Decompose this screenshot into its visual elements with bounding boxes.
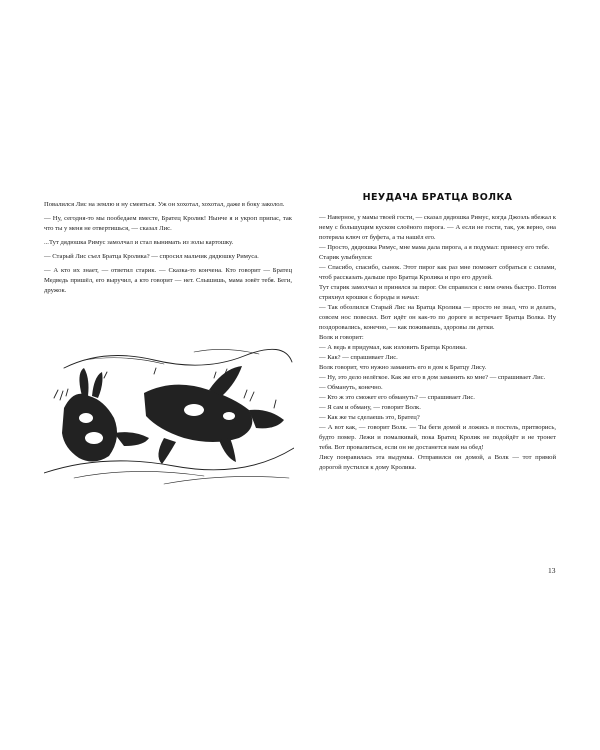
paragraph: Повалился Лис на землю и ну смеяться. Уж он хохотал, хохотал, даже в боку заколол. xyxy=(44,201,285,208)
paragraph: — Старый Лис съел Братца Кролика? — спросил мальчик дядюшку Римуса. xyxy=(44,253,259,260)
paragraph: ...Тут дядюшка Римус замолчал и стал вынимать из золы картошку. xyxy=(44,239,234,246)
paragraph: — Обмануть, конечно. xyxy=(319,384,383,391)
paragraph: — Ну, сегодня-то мы пообедаем вместе, Братец Кролик! Нынче я и укроп припас, так что ты у меня не отвертишься, — сказал Лис. xyxy=(44,215,292,232)
right-column xyxy=(319,192,556,473)
paragraph: — А вот как, — говорит Волк. — Ты беги домой и ложись в постель, притворись, будто помер. Лежи и помалкивай, пока Братец Кролик не подойдёт и не тронет тебя. Вот провалиться, если он не достанется нам на обед! xyxy=(319,424,556,451)
chapter-title: НЕУДАЧА БРАТЦА ВОЛКА xyxy=(362,192,513,203)
paragraph: — А ведь я придумал, как изловить Братца Кролика. xyxy=(319,344,467,351)
paragraph: — Как же ты сделаешь это, Братец? xyxy=(319,414,420,421)
paragraph: — Я сам и обману, — говорит Волк. xyxy=(319,404,421,411)
paragraph: — Так обозлился Старый Лис на Братца Кролика — просто не знал, что и делать, совсем нос повесил. Вот идёт он как-то по дороге и встречает Братца Волка. Ну поздоровались, конечно, — как поживаешь, здоровы ли детки. xyxy=(319,304,556,331)
paragraph: Старик улыбнулся: xyxy=(319,254,373,261)
page-number: 13 xyxy=(548,566,556,575)
illustration-fox-and-rabbit xyxy=(44,338,294,488)
paragraph: — Спасибо, спасибо, сынок. Этот пирог как раз мне поможет собраться с силами, чтоб рассказать дальше про Братца Кролика и про его друзей. xyxy=(319,264,556,281)
left-column xyxy=(44,200,292,296)
paragraph: — Кто ж это сможет его обмануть? — спрашивает Лис. xyxy=(319,394,475,401)
paragraph: — А кто их знает, — ответил старик. — Сказка-то кончена. Кто говорит — Братец Медведь пришёл, его выручил, а кто говорит — нет. Слышишь, мама зовёт тебя. Беги, дружок. xyxy=(44,267,292,294)
paragraph: — Наверное, у мамы твоей гости, — сказал дядюшка Римус, когда Джоэль вбежал к нему с большущим куском слоёного пирога. — А если не гости, так, уж верно, она потеряла ключ от буфета, а ты нашёл его. xyxy=(319,214,557,241)
paragraph: Волк говорит, что нужно заманить его в дом к Братцу Лису. xyxy=(319,364,487,371)
paragraph: Лису понравилась эта выдумка. Отправился он домой, а Волк — тот прямой дорогой пустился к дому Кролика. xyxy=(319,454,556,471)
paragraph: — Ну, это дело нелёгкое. Как же его в дом заманить ко мне? — спрашивает Лис. xyxy=(319,374,546,381)
paragraph: Волк и говорит: xyxy=(319,334,364,341)
paragraph: — Просто, дядюшка Римус, мне мама дала пирога, а я подумал: принесу его тебе. xyxy=(319,244,550,251)
paragraph: Тут старик замолчал и принялся за пирог. Он справился с ним очень быстро. Потом стряхнул крошки с бороды и начал: xyxy=(319,284,556,301)
paragraph: — Как? — спрашивает Лис. xyxy=(319,354,398,361)
illustration-drawing xyxy=(44,338,294,488)
